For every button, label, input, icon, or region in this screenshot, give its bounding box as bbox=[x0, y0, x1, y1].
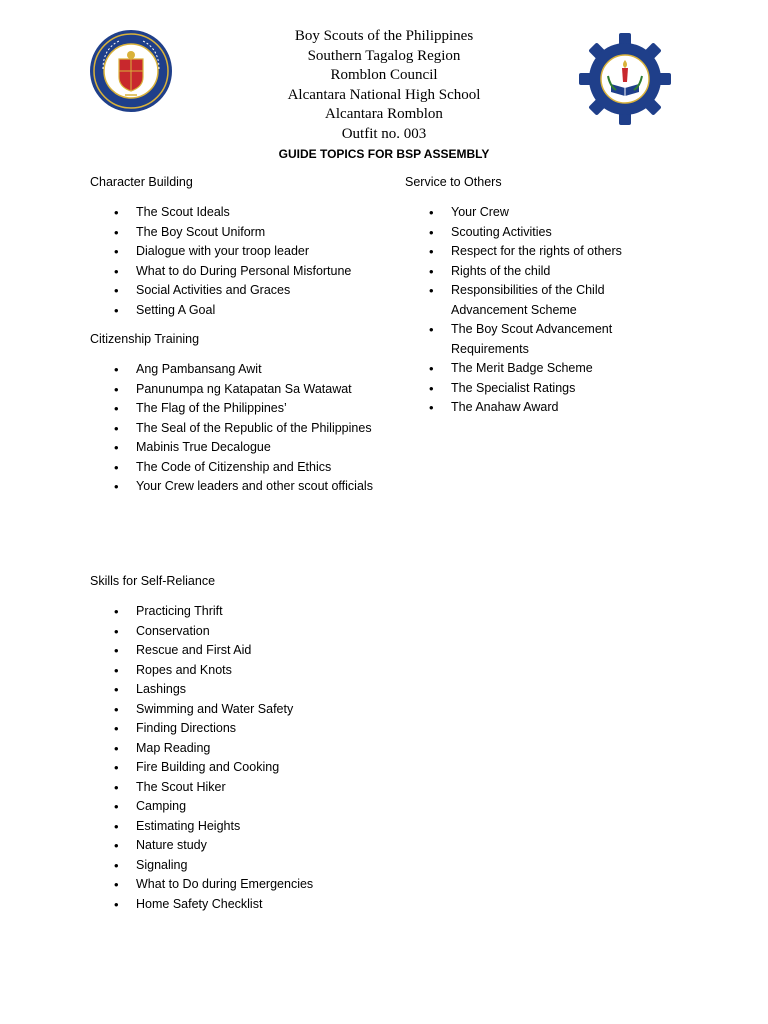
list-item: • Setting A Goal bbox=[90, 301, 380, 321]
header-region: Southern Tagalog Region bbox=[307, 47, 461, 64]
section-service-to-others bbox=[405, 174, 645, 418]
section-heading: Skills for Self-Reliance bbox=[90, 574, 216, 588]
list-item: • Home Safety Checklist bbox=[90, 895, 380, 915]
section-heading: Citizenship Training bbox=[90, 332, 200, 346]
list-item: • Your Crew bbox=[405, 203, 645, 223]
list-item: • Your Crew leaders and other scout officials bbox=[90, 477, 380, 497]
list-item: • The Flag of the Philippines’ bbox=[90, 399, 380, 419]
list-item: • Mabinis True Decalogue bbox=[90, 438, 380, 458]
list-item: • What to do During Personal Misfortune bbox=[90, 262, 380, 282]
list-item: • Nature study bbox=[90, 836, 380, 856]
list-item: • Practicing Thrift bbox=[90, 602, 380, 622]
list-item: • Map Reading bbox=[90, 739, 380, 759]
page-title: GUIDE TOPICS FOR BSP ASSEMBLY bbox=[278, 147, 490, 161]
list-item: • Rescue and First Aid bbox=[90, 641, 380, 661]
list-item: • Swimming and Water Safety bbox=[90, 700, 380, 720]
list-item: • The Scout Ideals bbox=[90, 203, 380, 223]
list-item: • The Boy Scout Advancement Requirements bbox=[405, 320, 645, 359]
header-council: Romblon Council bbox=[330, 67, 438, 83]
list-item: • The Anahaw Award bbox=[405, 398, 645, 418]
list-item: • Finding Directions bbox=[90, 719, 380, 739]
list-item: • Ang Pambansang Awit bbox=[90, 360, 380, 380]
list-item: • Respect for the rights of others bbox=[405, 242, 645, 262]
list-item: • Ropes and Knots bbox=[90, 661, 380, 681]
list-item: • What to Do during Emergencies bbox=[90, 875, 380, 895]
list-item: • Estimating Heights bbox=[90, 817, 380, 837]
section-character-building bbox=[90, 174, 380, 320]
list-item: • Responsibilities of the Child Advancement Scheme bbox=[405, 281, 645, 320]
topic-list bbox=[90, 602, 380, 914]
topic-list bbox=[90, 203, 380, 320]
topic-list bbox=[90, 360, 380, 497]
list-item: • Signaling bbox=[90, 856, 380, 876]
list-item: • The Boy Scout Uniform bbox=[90, 223, 380, 243]
list-item: • The Seal of the Republic of the Philippines bbox=[90, 419, 380, 439]
list-item: • Panunumpa ng Katapatan Sa Watawat bbox=[90, 380, 380, 400]
list-item: • Rights of the child bbox=[405, 262, 645, 282]
header-school: Alcantara National High School bbox=[287, 86, 481, 103]
list-item: • Conservation bbox=[90, 622, 380, 642]
section-citizenship-training bbox=[90, 331, 380, 497]
list-item: • The Scout Hiker bbox=[90, 778, 380, 798]
list-item: • The Specialist Ratings bbox=[405, 379, 645, 399]
list-item: • Dialogue with your troop leader bbox=[90, 242, 380, 262]
header-location: Alcantara Romblon bbox=[325, 106, 443, 122]
list-item: • Fire Building and Cooking bbox=[90, 758, 380, 778]
list-item: • The Merit Badge Scheme bbox=[405, 359, 645, 379]
topic-list bbox=[405, 203, 645, 418]
list-item: • Camping bbox=[90, 797, 380, 817]
list-item: • Lashings bbox=[90, 680, 380, 700]
header-outfit-number: Outfit no. 003 bbox=[341, 125, 427, 142]
list-item: • Social Activities and Graces bbox=[90, 281, 380, 301]
document-header bbox=[0, 27, 768, 163]
list-item: • The Code of Citizenship and Ethics bbox=[90, 458, 380, 478]
header-organization: Boy Scouts of the Philippines bbox=[294, 28, 474, 44]
section-heading: Character Building bbox=[90, 175, 193, 189]
section-skills-self-reliance bbox=[90, 573, 380, 914]
section-heading: Service to Others bbox=[405, 175, 502, 189]
list-item: • Scouting Activities bbox=[405, 223, 645, 243]
